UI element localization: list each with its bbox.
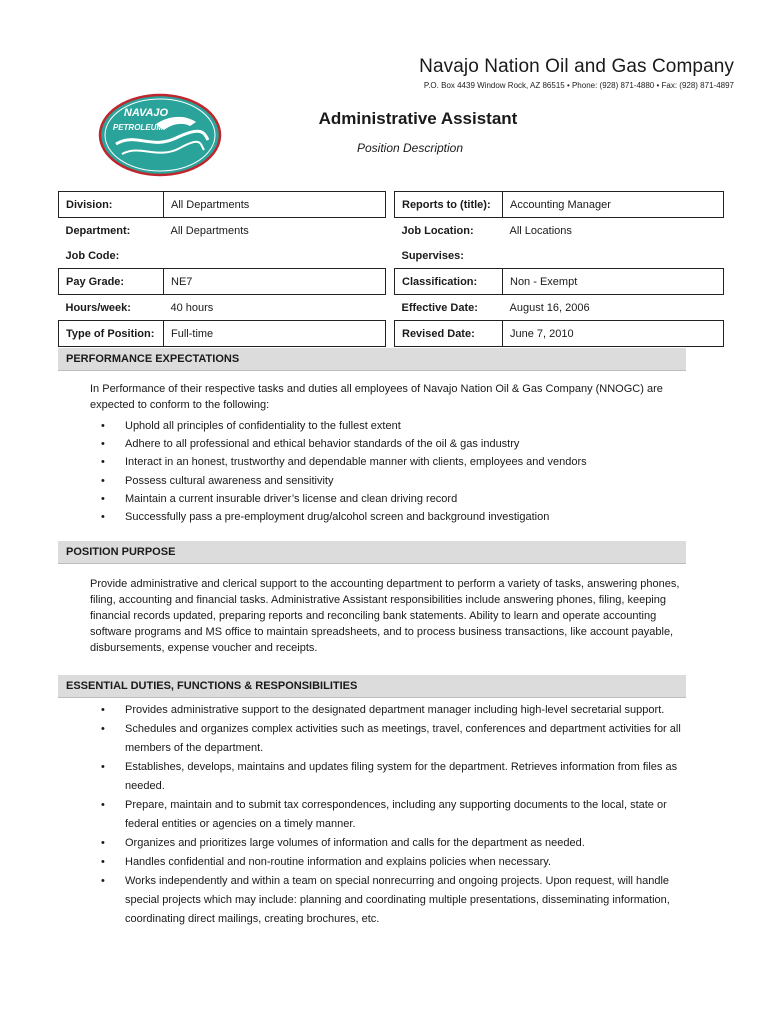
section-heading-text: PERFORMANCE EXPECTATIONS [66, 353, 240, 365]
page-title: Administrative Assistant [318, 109, 518, 128]
bullet-icon: • [101, 474, 105, 487]
list-item [90, 853, 690, 872]
list-item [90, 490, 690, 508]
info-label: Supervises: [401, 249, 464, 262]
info-row [59, 218, 386, 244]
info-label: Job Code: [65, 249, 120, 262]
section-heading-duties [58, 675, 686, 698]
bullet-icon: • [101, 511, 105, 524]
list-item-text: Establishes, develops, maintains and updates filing system for the department. Retrieves information from files as needed. [125, 761, 678, 792]
list-item [90, 701, 690, 720]
duties-list [90, 701, 690, 929]
info-row [395, 243, 724, 269]
info-value: NE7 [164, 269, 386, 295]
bullet-icon: • [101, 420, 105, 432]
info-row [395, 192, 724, 218]
info-row [59, 192, 386, 218]
info-row [395, 321, 724, 347]
info-table-right [394, 191, 724, 347]
bullet-icon: • [101, 799, 105, 811]
list-item-text: Interact in an honest, trustworthy and dependable manner with clients, employees and vendors [125, 456, 587, 469]
info-value [164, 243, 386, 269]
info-row [395, 269, 724, 295]
bullet-icon: • [101, 761, 105, 773]
list-item-text: Provides administrative support to the designated department manager including high-level secretarial support. [125, 704, 665, 716]
bullet-icon: • [101, 492, 105, 505]
bullet-icon: • [101, 438, 105, 451]
list-item-text: Successfully pass a pre-employment drug/alcohol screen and background investigation [125, 511, 550, 524]
bullet-icon: • [101, 723, 105, 735]
navajo-petroleum-logo [96, 92, 224, 178]
svg-text:PETROLEUM: PETROLEUM [112, 123, 164, 132]
info-label: Reports to (title): [395, 192, 503, 218]
info-row [59, 243, 386, 269]
info-label: Division: [59, 192, 164, 218]
info-label: Pay Grade: [59, 269, 164, 295]
info-row [395, 295, 724, 321]
list-item-text: Prepare, maintain and to submit tax correspondences, including any supporting documents to the local, state or federal entities or agencies on a timely manner. [125, 799, 667, 830]
performance-list [90, 417, 690, 526]
list-item [90, 796, 690, 834]
list-item-text: Schedules and organizes complex activities such as meetings, travel, conferences and department activities for all members of the department. [125, 723, 681, 754]
list-item-text: Works independently and within a team on special nonrecurring and ongoing projects. Upon request, will handle special projects which may include: planning and coordinating multiple presentations, disseminating information, coordinating direct mailings, creating brochures, etc. [125, 875, 670, 925]
list-item [90, 472, 690, 490]
list-item-text: Uphold all principles of confidentiality to the fullest extent [125, 420, 401, 432]
performance-intro: In Performance of their respective tasks and duties all employees of Navajo Nation Oil & Gas Company (NNOGC) are expected to conform to the following: [90, 383, 663, 411]
info-label: Effective Date: [401, 301, 478, 314]
company-address: P.O. Box 4439 Window Rock, AZ 86515 • Phone: (928) 871-4880 • Fax: (928) 871-4897 [423, 81, 734, 90]
list-item [90, 758, 690, 796]
info-label: Department: [65, 224, 131, 237]
purpose-text: Provide administrative and clerical support to the accounting department to perform a variety of tasks, answering phones, filing, accounting and financial tasks. Administrative Assistant responsibilities include answering phones, filing, keeping financial records updated, preparing reports and reconciling bank statements. Ability to learn and operate accounting software programs and MS office to maintain spreadsheets, and to process business transactions, like account payable, disbursements, expense voucher and receipts. [90, 578, 680, 654]
page-subtitle: Position Description [356, 141, 464, 155]
info-label: Type of Position: [59, 321, 164, 347]
info-label: Classification: [395, 269, 503, 295]
bullet-icon: • [101, 875, 105, 887]
list-item [90, 508, 690, 526]
list-item-text: Adhere to all professional and ethical behavior standards of the oil & gas industry [125, 438, 520, 451]
info-label: Job Location: [401, 224, 474, 237]
info-label: Revised Date: [395, 321, 503, 347]
list-item-text: Organizes and prioritizes large volumes of information and calls for the department as needed. [125, 837, 585, 849]
section-heading-text: POSITION PURPOSE [66, 546, 176, 558]
info-row [59, 269, 386, 295]
list-item [90, 872, 690, 929]
info-row [59, 321, 386, 347]
bullet-icon: • [101, 856, 105, 868]
section-heading-text: ESSENTIAL DUTIES, FUNCTIONS & RESPONSIBILITIES [66, 680, 358, 692]
list-item [90, 435, 690, 453]
info-value: August 16, 2006 [509, 301, 590, 314]
list-item [90, 834, 690, 853]
info-table-left [58, 191, 386, 347]
info-value [503, 243, 724, 269]
bullet-icon: • [101, 456, 105, 469]
info-value: All Departments [170, 224, 249, 237]
list-item [90, 453, 690, 471]
company-name: Navajo Nation Oil and Gas Company [419, 56, 734, 77]
info-value: All Locations [509, 224, 572, 237]
list-item-text: Possess cultural awareness and sensitivity [125, 474, 334, 487]
info-value: Accounting Manager [503, 192, 724, 218]
list-item [90, 720, 690, 758]
info-value: Non - Exempt [503, 269, 724, 295]
list-item [90, 417, 690, 435]
section-heading-performance [58, 348, 686, 371]
info-value: All Departments [164, 192, 386, 218]
bullet-icon: • [101, 704, 105, 716]
info-row [59, 295, 386, 321]
section-heading-purpose [58, 541, 686, 564]
info-value: 40 hours [170, 301, 214, 314]
info-label: Hours/week: [65, 301, 131, 314]
info-value: Full-time [164, 321, 386, 347]
list-item-text: Maintain a current insurable driver’s license and clean driving record [125, 492, 458, 505]
svg-text:NAVAJO: NAVAJO [123, 107, 169, 119]
info-row [395, 218, 724, 244]
info-value: June 7, 2010 [503, 321, 724, 347]
list-item-text: Handles confidential and non-routine information and explains policies when necessary. [125, 856, 551, 868]
bullet-icon: • [101, 837, 105, 849]
